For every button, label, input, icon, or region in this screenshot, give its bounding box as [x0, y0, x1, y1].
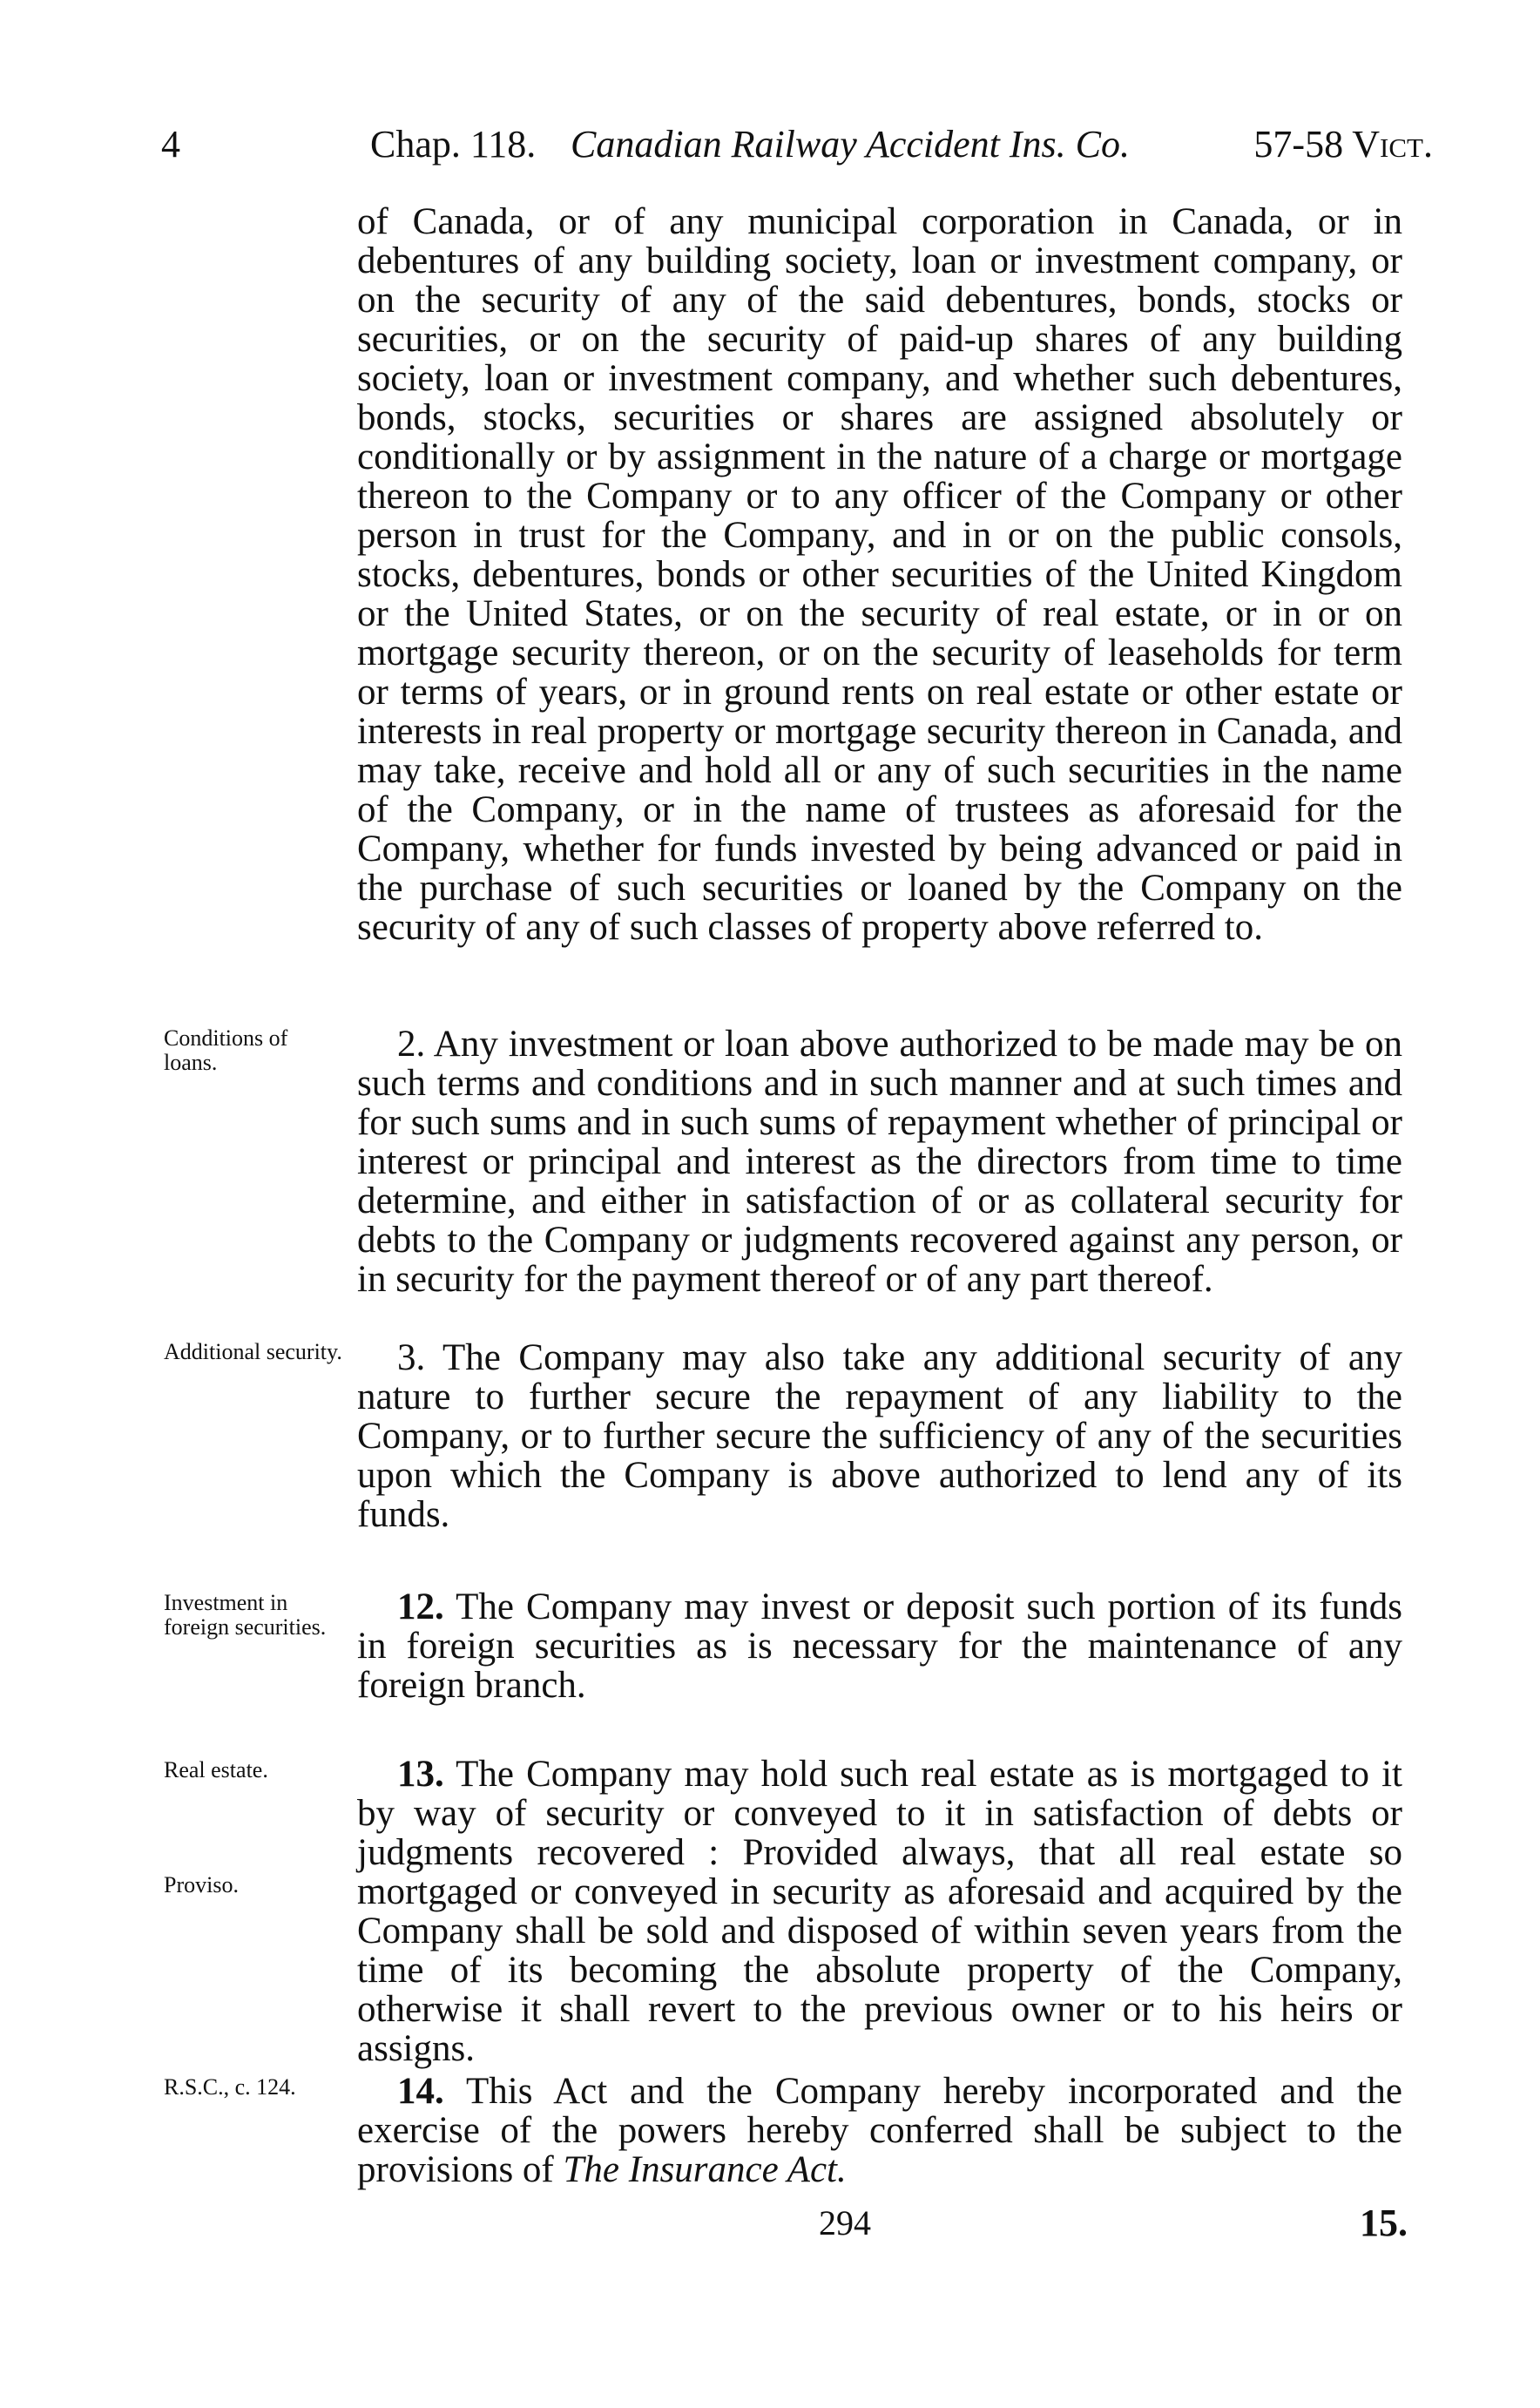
paragraph-continued: of Canada, or of any municipal corporation in Canada, or in debentures of any building society, loan or investment company, or on the security of any of the said debentures, bonds, stocks or securities, or on the security of paid-up shares of any building society, loan or investment company, and whether such debentures, bonds, stocks, securities or shares are assigned absolutely or conditionally or by assignment in the nature of a charge or mortgage thereon to the Company or to any officer of the Company or other person in trust for the Company, and in or on the public consols, stocks, debentures, bonds or other securities of the United Kingdom or the United States, or on the security of real estate, or in or on mortgage security thereon, or on the security of leaseholds for term or terms of years, or in ground rents on real estate or other estate or interests in real property or mortgage security thereon in Canada, and may take, receive and hold all or any of such securities in the name of the Company, or in the name of trustees as aforesaid for the Company, whether for funds invested by being advanced or paid in the purchase of such securities or loaned by the Company on the security of any of such classes of property above referred to. [357, 201, 1402, 948]
subsection-3 [357, 1338, 1402, 1534]
margin-note-additional: Additional security. [164, 1339, 342, 1364]
header-regnal-year: 57-58 Vict. [1253, 123, 1433, 166]
header-title: Canadian Railway Accident Ins. Co. [571, 123, 1131, 166]
paragraph-2: 2. Any investment or loan above authorized to be made may be on such terms and conditions and in such manner and at such times and for such sums and in such sums of repayment whether of principal or interest or principal and interest as the directors from time to time determine, and either in satisfaction of or as collateral security for debts to the Company or judgments recovered against any person, or in security for the payment thereof or of any part thereof. [357, 1024, 1402, 1300]
paragraph-12 [357, 1587, 1402, 1705]
section-13-text: The Company may hold such real estate as is mortgaged to it by way of security or conveyed to it in satisfaction of debts or judgments recovered : Provided always, that all real estate so mortgaged or conveyed in security as aforesaid and acquired by the Company shall be sold and disposed of within seven years from the time of its becoming the absolute property of the Company, otherwise it shall revert to the previous owner or to his heirs or assigns. [357, 1754, 1402, 2069]
subsection-2 [357, 1025, 1402, 1299]
header-page-number: 4 [161, 123, 180, 166]
section-14 [357, 2072, 1402, 2189]
section-13 [357, 1755, 1402, 2068]
section-continued [357, 202, 1402, 947]
section-12-text: The Company may invest or deposit such portion of its funds in foreign securities as is necessary for the maintenance of any foreign branch. [357, 1586, 1402, 1706]
section-12-number: 12. [397, 1586, 444, 1627]
margin-note-real-estate: Real estate. [164, 1757, 268, 1782]
insurance-act-title: The Insurance Act. [563, 2149, 847, 2190]
footer-page-number: 294 [819, 2203, 871, 2242]
margin-note-investment: Investment in foreign securities. [164, 1590, 327, 1640]
paragraph-3: 3. The Company may also take any additional security of any nature to further secure the repayment of any liability to the Company, or to further secure the sufficiency of any of the securities upon which the Company is above authorized to lend any of its funds. [357, 1337, 1402, 1535]
section-12 [357, 1587, 1402, 1705]
margin-note-rsc: R.S.C., c. 124. [164, 2074, 296, 2100]
footer-catchword: 15. [1360, 2202, 1408, 2244]
paragraph-13 [357, 1755, 1402, 2068]
margin-note-conditions: Conditions of loans. [164, 1025, 288, 1075]
section-14-number: 14. [397, 2071, 444, 2112]
header-chapter: Chap. 118. [370, 123, 537, 166]
running-header [161, 122, 1433, 174]
margin-note-proviso: Proviso. [164, 1872, 239, 1897]
paragraph-14 [357, 2072, 1402, 2189]
section-13-number: 13. [397, 1754, 444, 1795]
section-14-text: This Act and the Company hereby incorporated and the exercise of the powers hereby conferred shall be subject to the provisions of [357, 2071, 1402, 2190]
